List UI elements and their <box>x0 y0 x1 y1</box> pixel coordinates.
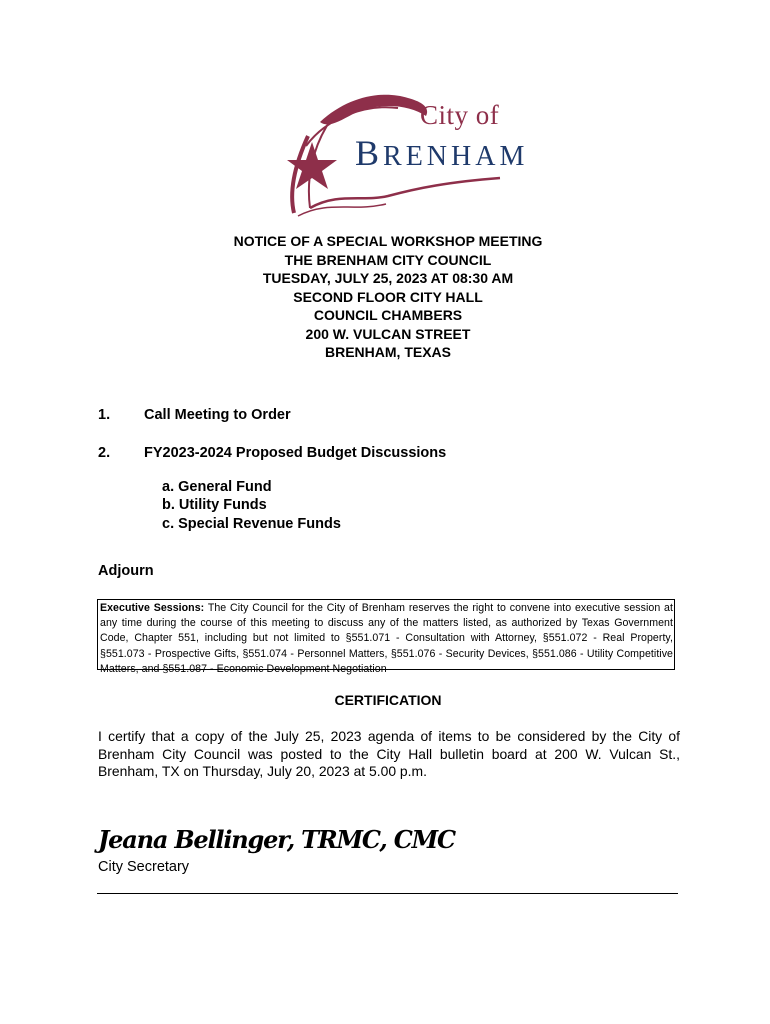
logo-brenham <box>355 132 528 174</box>
signature: Jeana Bellinger, TRMC, CMC <box>98 825 455 854</box>
logo-brenham-cap: B <box>355 133 384 173</box>
header-line: 200 W. VULCAN STREET <box>305 325 471 342</box>
header-line: THE BRENHAM CITY COUNCIL <box>284 251 492 268</box>
executive-sessions-notice <box>97 599 675 675</box>
signatory-title: City Secretary <box>98 859 190 875</box>
signature-divider <box>97 893 678 894</box>
header-line: BRENHAM, TEXAS <box>324 344 451 360</box>
agenda-subitem: b. Utility Funds <box>162 497 267 513</box>
agenda-item-text: Call Meeting to Order <box>144 407 291 423</box>
certification-title: CERTIFICATION <box>334 692 442 708</box>
meeting-notice-header <box>0 232 770 362</box>
agenda-subitem: a. General Fund <box>162 479 272 495</box>
header-line: SECOND FLOOR CITY HALL <box>293 288 483 305</box>
agenda-item-number: 1. <box>98 407 111 423</box>
header-line: TUESDAY, JULY 25, 2023 AT 08:30 AM <box>262 270 514 286</box>
executive-sessions-text: The City Council for the City of Brenham reserves the right to convene into executive session at any time during the course of this meeting to discuss any of the matters listed, as authorized by Texas Government Code, Chapter 551, including but not limited to §551.071 - Consultation with Attorney, §551.072 - Real Property, §551.073 - Prospective Gifts, §551.074 - Personnel Matters, §551.076 - Security Devices, §551.086 - Utility Competitive Matters, and §551.087 - Economic Development Negotiation <box>100 602 673 675</box>
agenda-item-text: FY2023-2024 Proposed Budget Discussions <box>144 445 447 461</box>
header-line: NOTICE OF A SPECIAL WORKSHOP MEETING <box>233 233 543 249</box>
adjourn-label: Adjourn <box>98 563 154 579</box>
certification-text: I certify that a copy of the July 25, 2023 agenda of items to be considered by the City of Brenham City Council was posted to the City Hall bulletin board at 200 W. Vulcan St., Brenham, TX on Thursday, July 20, 2023 at 5.00 p.m. <box>98 728 680 779</box>
logo-brenham-rest: RENHAM <box>383 141 529 172</box>
logo-city-of: City of <box>420 100 500 130</box>
header-line: COUNCIL CHAMBERS <box>313 307 463 323</box>
agenda-subitem: c. Special Revenue Funds <box>162 516 341 532</box>
executive-sessions-label: Executive Sessions: <box>100 602 205 614</box>
agenda-item-number: 2. <box>98 445 111 461</box>
